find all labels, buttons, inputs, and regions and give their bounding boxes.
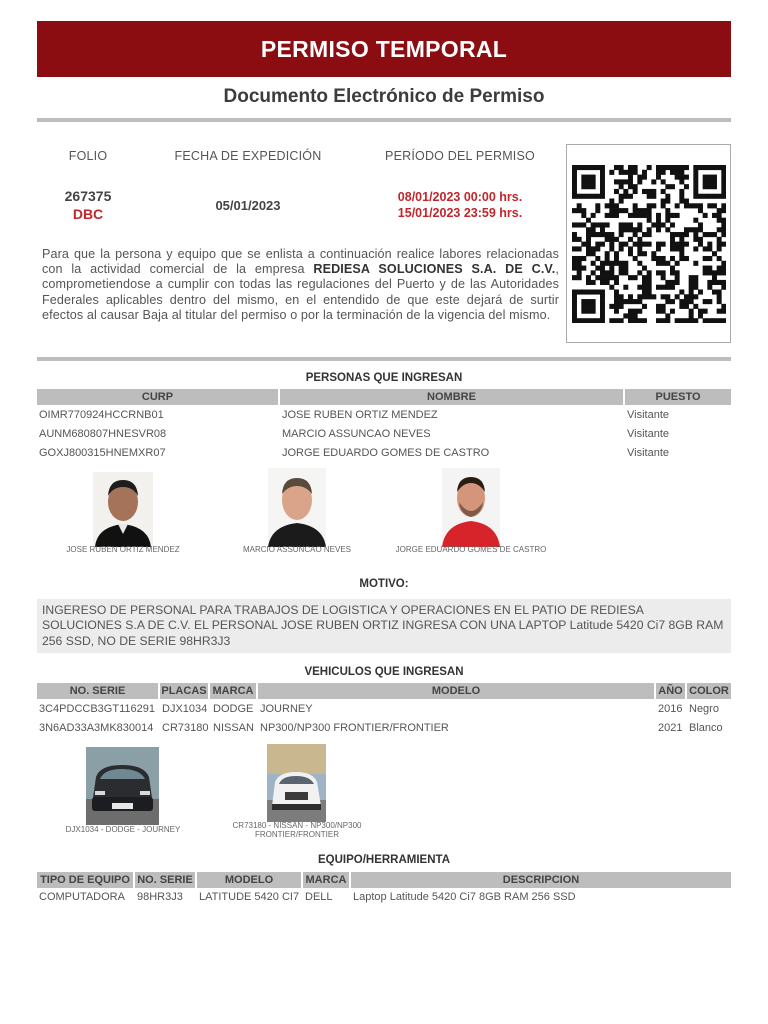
color-cell: Blanco (689, 722, 723, 734)
vehicle-photo-caption: FRONTIER/FRONTIER (255, 830, 339, 839)
vehicle-photo (86, 747, 159, 825)
curp-cell: GOXJ800315HNEMXR07 (39, 447, 166, 459)
folio-suffix: DBC (72, 206, 104, 222)
marca-cell: NISSAN (213, 722, 254, 734)
qr-code (566, 144, 731, 343)
col-modelo: MODELO (197, 872, 301, 888)
personas-title: PERSONAS QUE INGRESAN (305, 372, 463, 384)
puesto-cell: Visitante (627, 409, 669, 421)
col-no-serie: NO. SERIE (37, 683, 158, 699)
document-subtitle: Documento Electrónico de Permiso (223, 86, 545, 107)
motivo-title: MOTIVO: (359, 578, 409, 590)
marca-cell: DODGE (213, 703, 254, 715)
qr-code-icon (572, 165, 726, 323)
person-photo (93, 472, 153, 547)
vehiculos-title: VEHICULOS QUE INGRESAN (304, 666, 464, 678)
placas-cell: CR73180 (162, 722, 209, 734)
modelo-cell: NP300/NP300 FRONTIER/FRONTIER (260, 722, 449, 734)
fecha-expedicion: 05/01/2023 (215, 198, 281, 213)
puesto-cell: Visitante (627, 428, 669, 440)
anio-cell: 2016 (658, 703, 683, 715)
col-puesto: PUESTO (625, 389, 731, 405)
col-anio: AÑO (656, 683, 685, 699)
person-photo-caption: MARCIO ASSUNCAO NEVES (242, 545, 352, 554)
descripcion-cell: Laptop Latitude 5420 Ci7 8GB RAM 256 SSD (353, 891, 576, 903)
anio-cell: 2021 (658, 722, 683, 734)
col-color: COLOR (687, 683, 731, 699)
equipo-title: EQUIPO/HERRAMIENTA (317, 854, 451, 866)
folio-number: 267375 (64, 188, 112, 204)
vehicle-photo-caption: CR73180 - NISSAN - NP300/NP300 (232, 821, 362, 830)
vehicle-photo (267, 744, 326, 822)
puesto-cell: Visitante (627, 447, 669, 459)
fecha-label: FECHA DE EXPEDICIÓN (174, 149, 322, 163)
person-photo-caption: JORGE EDUARDO GOMES DE CASTRO (395, 545, 547, 554)
document-title-banner: PERMISO TEMPORAL (37, 21, 731, 77)
marca-cell: DELL (305, 891, 333, 903)
description-text-1: Para que la persona y equipo que se enlista a continuación realice labores relacionadas con la actividad comercial de la empresa (42, 247, 559, 277)
periodo-fin: 15/01/2023 23:59 hrs. (397, 206, 523, 220)
curp-cell: AUNM680807HNESVR08 (39, 428, 167, 440)
col-tipo-equipo: TIPO DE EQUIPO (37, 872, 133, 888)
placas-cell: DJX1034 (162, 703, 208, 715)
col-curp: CURP (37, 389, 278, 405)
divider (37, 357, 731, 361)
modelo-cell: JOURNEY (260, 703, 313, 715)
periodo-label: PERÍODO DEL PERMISO (385, 149, 535, 163)
color-cell: Negro (689, 703, 719, 715)
person-photo-caption: JOSE RUBEN ORTIZ MENDEZ (66, 545, 180, 554)
col-descripcion: DESCRIPCION (351, 872, 731, 888)
person-photo (268, 468, 326, 547)
divider (37, 118, 731, 122)
company-name: REDIESA SOLUCIONES S.A. DE C.V. (313, 262, 556, 277)
col-modelo: MODELO (258, 683, 654, 699)
col-marca: MARCA (303, 872, 349, 888)
periodo-inicio: 08/01/2023 00:00 hrs. (397, 190, 523, 204)
person-photo (442, 468, 500, 547)
col-nombre: NOMBRE (280, 389, 623, 405)
col-no-serie: NO. SERIE (135, 872, 195, 888)
serie-cell: 98HR3J3 (137, 891, 183, 903)
permit-description (42, 247, 559, 323)
nombre-cell: MARCIO ASSUNCAO NEVES (282, 428, 431, 440)
serie-cell: 3C4PDCCB3GT116291 (39, 703, 155, 715)
serie-cell: 3N6AD33A3MK830014 (39, 722, 154, 734)
curp-cell: OIMR770924HCCRNB01 (39, 409, 164, 421)
motivo-text: INGERESO DE PERSONAL PARA TRABAJOS DE LOGISTICA Y OPERACIONES EN EL PATIO DE REDIESA SOLUCIONES S.A DE C.V. EL PERSONAL JOSE RUBEN ORTIZ INGRESA CON UNA LAPTOP Latitude 5420 Ci7 8GB RAM 256 SSD, NO DE SERIE 98HR3J3 (37, 599, 731, 653)
folio-label: FOLIO (68, 149, 108, 163)
description-text-2: , comprometiendose a cumplir con todas las regulaciones del Puerto y de las Autoridades Federales aplicables dentro del mismo, en el entendido de que este dejará de surtir efectos al causar Baja al titular del permiso o por la terminación de la vigencia del mismo. (42, 262, 559, 322)
tipo-cell: COMPUTADORA (39, 891, 125, 903)
col-placas: PLACAS (161, 685, 207, 697)
col-marca: MARCA (210, 683, 256, 699)
modelo-cell: LATITUDE 5420 CI7 (199, 891, 300, 903)
nombre-cell: JOSE RUBEN ORTIZ MENDEZ (282, 409, 438, 421)
vehicle-photo-caption: DJX1034 - DODGE - JOURNEY (65, 825, 181, 834)
nombre-cell: JORGE EDUARDO GOMES DE CASTRO (282, 447, 490, 459)
